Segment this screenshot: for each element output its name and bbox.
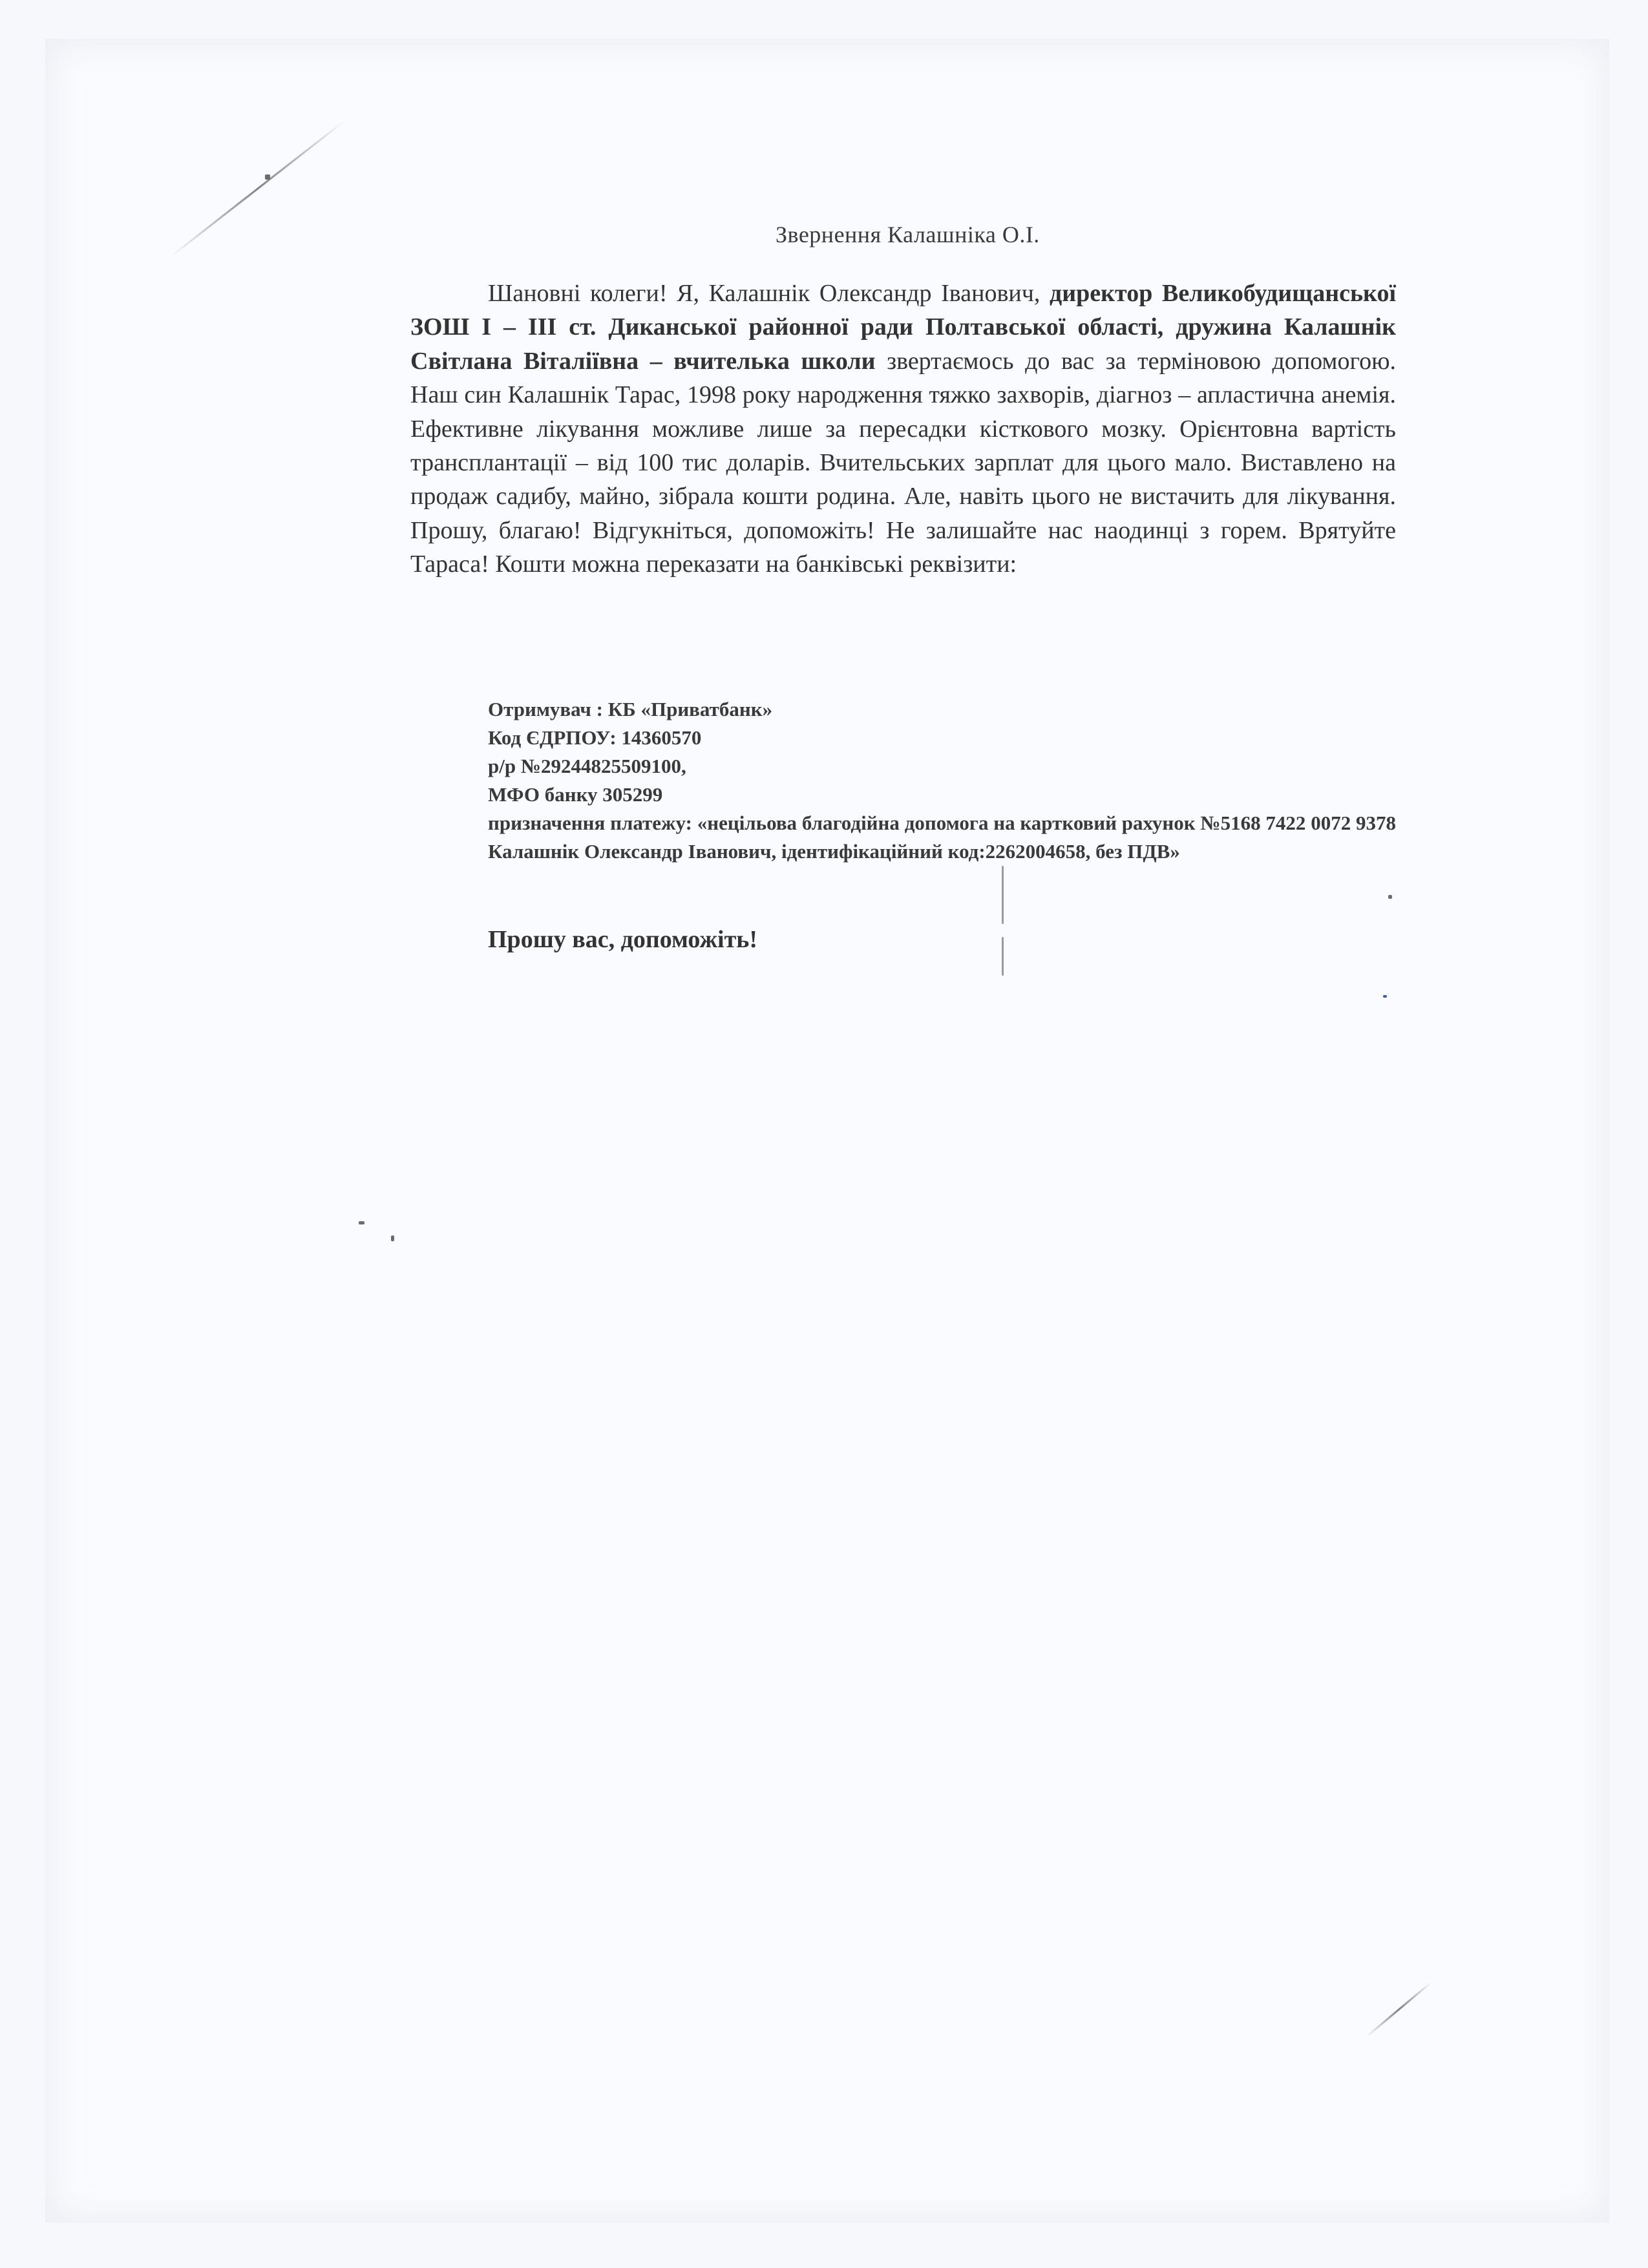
bank-mfo: МФО банку 305299: [488, 783, 663, 806]
appeal-text-part-2: директор Великобудищанської ЗОШ І – ІІІ ст. Диканської районної ради Полтавської області, дружина Калашнік Світлана Віталіївна – вчителька школи: [410, 280, 1396, 375]
scan-speck: [391, 1235, 394, 1241]
bank-edrpou-code: Код ЄДРПОУ: 14360570: [488, 726, 702, 749]
scan-speck: [1002, 937, 1004, 976]
scan-speck: [359, 1221, 364, 1224]
scan-speck: [1002, 866, 1004, 924]
bank-details-block: [488, 695, 1396, 866]
payment-purpose: призначення платежу: «нецільова благодійна допомога на картковий рахунок №5168 7422 0072 9378 Калашнік Олександр Іванович, ідентифікаційний код:2262004658, без ПДВ»: [488, 812, 1396, 863]
document-title: Звернення Калашніка О.І.: [776, 222, 1040, 247]
scan-speck: [1388, 895, 1392, 899]
appeal-text-part-1: Шановні колеги! Я, Калашнік Олександр Іванович,: [488, 280, 1050, 307]
appeal-text-part-3: звертаємось до вас за терміновою допомогою. Наш син Калашнік Тарас, 1998 року народження тяжко захворів, діагноз – апластична анемія. Ефективне лікування можливе лише за пересадки кісткового мозку. Орієнтовна вартість трансплантації – від 100 тис доларів. Вчительських зарплат для цього мало. Виставлено на продаж садибу, майно, зібрала кошти родина. Але, навіть цього не вистачить для лікування. Прошу, благаю! Відгукніться, допоможіть! Не залишайте нас наодинці з горем. Врятуйте Тараса! Кошти можна переказати на банківські реквізити:: [410, 347, 1396, 578]
closing-plea: Прошу вас, допоможіть!: [488, 926, 758, 953]
scan-speck: [265, 174, 270, 180]
scan-speck: [1383, 995, 1387, 998]
bank-recipient: Отримувач : КБ «Приватбанк»: [488, 698, 773, 720]
appeal-paragraph: [410, 277, 1396, 582]
bank-account-number: р/р №29244825509100,: [488, 755, 686, 777]
